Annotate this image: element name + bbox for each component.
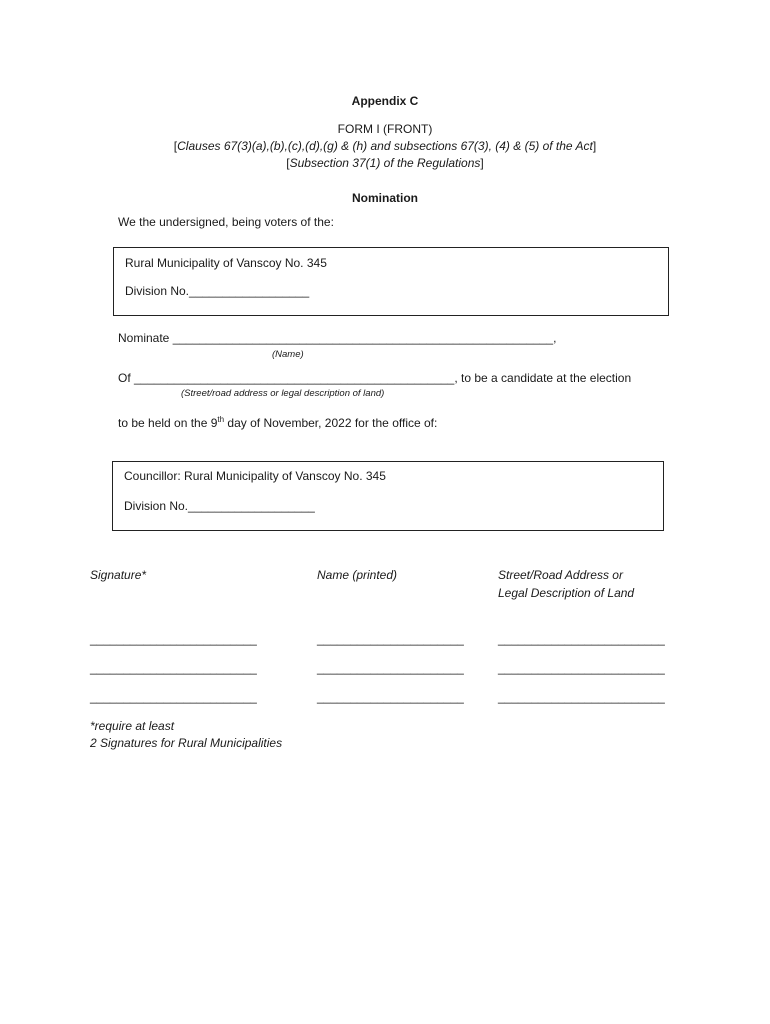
voter-municipality: Rural Municipality of Vanscoy No. 345 [125,256,327,270]
address-blank-3[interactable]: _________________________ [498,690,665,704]
form-name: FORM I (FRONT) [337,122,433,136]
name-blank-2[interactable]: ______________________ [317,661,464,675]
footnote-line1: *require at least [90,719,175,733]
signature-blank-3[interactable]: _________________________ [90,690,257,704]
regs-text: Subsection 37(1) of the Regulations [289,156,481,170]
name-column-header: Name (printed) [317,568,398,582]
nominee-name-field[interactable]: Nominate _________________________________________________________, [118,331,557,345]
footnote-line2: 2 Signatures for Rural Municipalities [90,736,283,750]
signature-blank-1[interactable]: _________________________ [90,632,257,646]
address-column-header-line1: Street/Road Address or [498,568,623,582]
office-division-field[interactable]: Division No.___________________ [124,499,315,513]
clauses-reference [0,139,770,153]
signature-column-header: Signature* [90,568,147,582]
office-title: Councillor: Rural Municipality of Vanscoy No. 345 [124,469,386,483]
election-date-text [118,416,437,430]
election-prefix: to be held on the 9 [118,416,218,430]
nomination-heading: Nomination [352,191,418,205]
regs-bracket-open: [ [286,156,290,170]
name-blank-3[interactable]: ______________________ [317,690,464,704]
name-blank-1[interactable]: ______________________ [317,632,464,646]
clauses-text: Clauses 67(3)(a),(b),(c),(d),(g) & (h) and subsections 67(3), (4) & (5) of the Act [177,139,593,153]
nominee-address-field[interactable]: Of ________________________________________________, to be a candidate at the election [118,371,632,385]
appendix-title: Appendix C [351,94,419,108]
intro-text: We the undersigned, being voters of the: [118,215,334,229]
election-ordinal: th [217,415,225,424]
address-blank-2[interactable]: _________________________ [498,661,665,675]
regs-bracket-close: ] [480,156,484,170]
address-blank-1[interactable]: _________________________ [498,632,665,646]
nominee-name-caption: (Name) [272,349,304,360]
clauses-bracket-open: [ [173,139,178,153]
signature-blank-2[interactable]: _________________________ [90,661,257,675]
voter-division-field[interactable]: Division No.__________________ [125,284,310,298]
clauses-bracket-close: ] [592,139,597,153]
address-column-header-line2: Legal Description of Land [498,586,635,600]
nominee-address-caption: (Street/road address or legal description of land) [181,388,385,399]
regulations-reference [0,156,770,170]
election-suffix: day of November, 2022 for the office of: [224,416,438,430]
